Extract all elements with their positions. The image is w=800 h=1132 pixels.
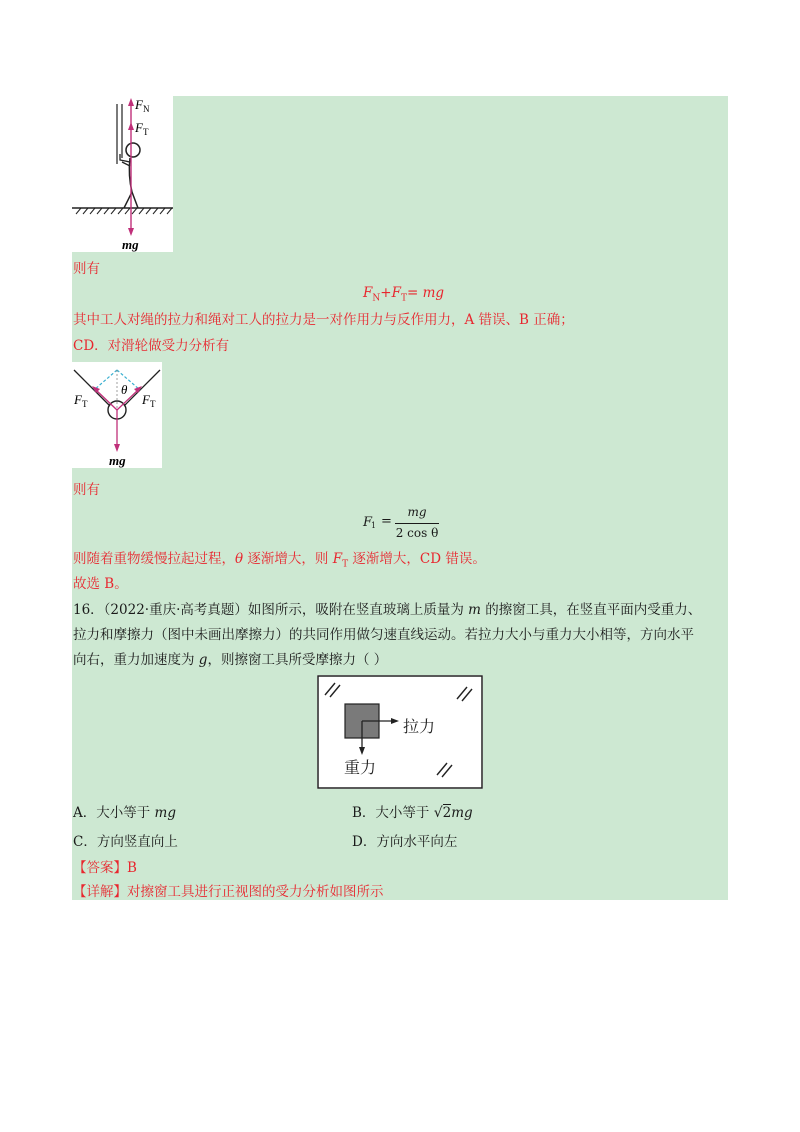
text-conclusion: 则随着重物缓慢拉起过程，θ 逐渐增大，则 $F_T$ 逐渐增大，CD 错误。 bbox=[73, 551, 486, 570]
fn-label: F bbox=[135, 97, 143, 112]
ft-left-label: F bbox=[74, 392, 82, 407]
ft-left-sub: T bbox=[82, 399, 88, 409]
text-then-1: 则有 bbox=[73, 261, 100, 277]
ft-right-sub: T bbox=[150, 399, 156, 409]
pulley-force-figure bbox=[72, 362, 162, 468]
gravity-label: 重力 bbox=[344, 760, 377, 777]
option-d[interactable]: D．方向水平向左 bbox=[352, 834, 458, 850]
pull-label: 拉力 bbox=[403, 719, 436, 736]
text-cd: CD．对滑轮做受力分析有 bbox=[73, 338, 230, 354]
window-tool-figure bbox=[317, 675, 483, 789]
ft-label-sub: T bbox=[143, 127, 149, 137]
formula-f1: F 1 = mg 2 cos θ bbox=[363, 505, 439, 540]
text-then-2: 则有 bbox=[73, 482, 100, 498]
mg-label: mg bbox=[122, 237, 139, 252]
option-a[interactable]: A．大小等于 mg bbox=[73, 805, 176, 821]
answer-line: 【答案】B bbox=[73, 860, 137, 876]
ft-label: F bbox=[135, 120, 143, 135]
worker-force-figure bbox=[72, 96, 173, 252]
q16-line-1: 16．（2022·重庆·高考真题）如图所示，吸附在竖直玻璃上质量为 m 的擦窗工具，在竖直平面内受重力、 bbox=[73, 602, 702, 618]
text-explain: 其中工人对绳的拉力和绳对工人的拉力是一对作用力与反作用力，A 错误、B 正确； bbox=[73, 312, 574, 328]
q16-line-3: 向右，重力加速度为 g，则擦窗工具所受摩擦力（ ） bbox=[73, 652, 388, 668]
option-b[interactable]: B．大小等于 √2mg bbox=[352, 805, 473, 821]
formula-fn-ft-mg: $F_N+F_T=$ mg bbox=[363, 285, 445, 304]
fn-label-sub: N bbox=[143, 104, 150, 114]
option-c[interactable]: C．方向竖直向上 bbox=[73, 834, 178, 850]
detail-line: 【详解】对擦窗工具进行正视图的受力分析如图所示 bbox=[73, 884, 384, 900]
text-choose: 故选 B。 bbox=[73, 576, 128, 592]
q16-line-2: 拉力和摩擦力（图中未画出摩擦力）的共同作用做匀速直线运动。若拉力大小与重力大小相等，方向水平 bbox=[73, 627, 694, 643]
theta-label: θ bbox=[121, 382, 128, 397]
ft-right-label: F bbox=[142, 392, 150, 407]
mg-label-2: mg bbox=[109, 453, 126, 468]
